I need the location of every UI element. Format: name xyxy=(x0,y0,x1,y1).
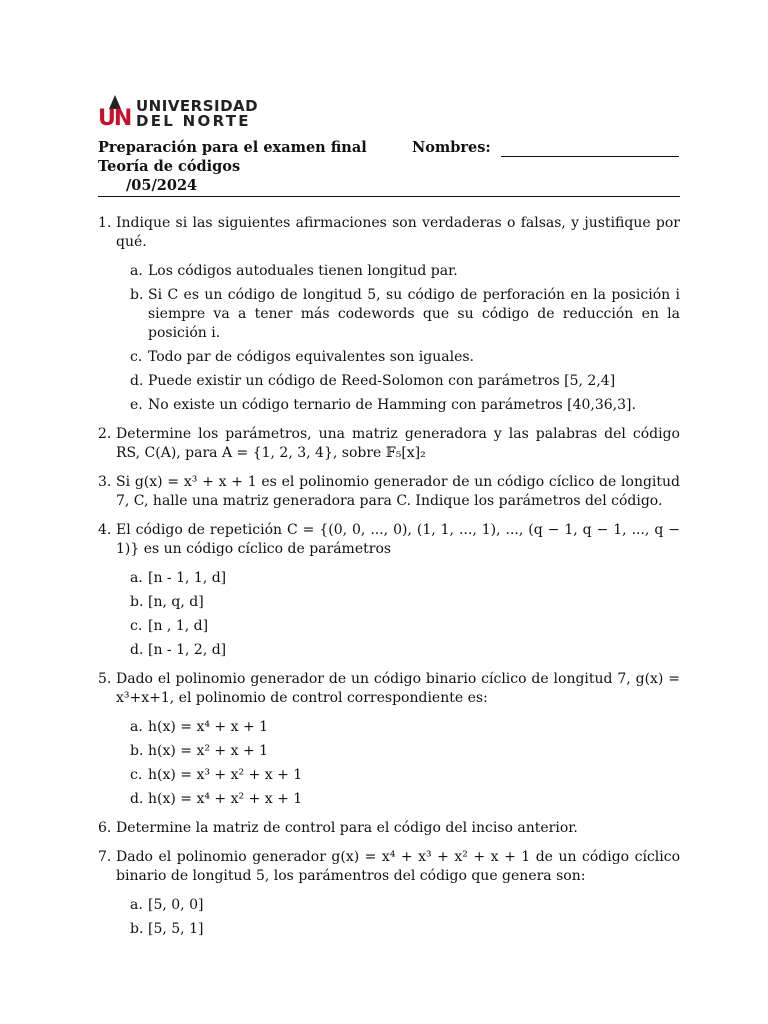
question-text: Si g(x) = x³ + x + 1 es el polinomio generador de un código cíclico de longitud 7, C, halle una matriz generadora para C. Indique los parámetros del código. xyxy=(116,474,680,509)
option-text: h(x) = x² + x + 1 xyxy=(148,743,269,759)
option-label: b. xyxy=(130,743,144,759)
option-item xyxy=(116,569,680,588)
option-list xyxy=(116,569,680,660)
names-field xyxy=(412,138,679,157)
question-number: 7. xyxy=(98,849,112,865)
question-item xyxy=(98,848,680,939)
option-text: [n - 1, 2, d] xyxy=(148,642,227,658)
exam-header xyxy=(98,138,680,196)
option-label: c. xyxy=(130,767,143,783)
option-item xyxy=(116,742,680,761)
option-text: [5, 5, 1] xyxy=(148,921,204,937)
question-number: 5. xyxy=(98,671,112,687)
names-blank-line[interactable] xyxy=(501,142,679,157)
option-item xyxy=(116,262,680,281)
option-item xyxy=(116,396,680,415)
question-number: 6. xyxy=(98,820,112,836)
question-text: Determine la matriz de control para el código del inciso anterior. xyxy=(116,820,578,836)
option-label: a. xyxy=(130,719,143,735)
question-number: 2. xyxy=(98,426,112,442)
option-text: h(x) = x³ + x² + x + 1 xyxy=(148,767,303,783)
logo-line2: DEL NORTE xyxy=(136,112,251,130)
option-item xyxy=(116,348,680,367)
option-label: b. xyxy=(130,287,144,303)
option-text: Puede existir un código de Reed-Solomon con parámetros [5, 2,4] xyxy=(148,373,616,389)
option-label: d. xyxy=(130,642,144,658)
question-item xyxy=(98,425,680,463)
option-item xyxy=(116,593,680,612)
option-item xyxy=(116,790,680,809)
option-label: a. xyxy=(130,570,143,586)
option-label: c. xyxy=(130,618,143,634)
option-list xyxy=(116,896,680,939)
option-label: a. xyxy=(130,897,143,913)
option-text: [n - 1, 1, d] xyxy=(148,570,227,586)
option-label: a. xyxy=(130,263,143,279)
option-item xyxy=(116,286,680,343)
option-text: Los códigos autoduales tienen longitud par. xyxy=(148,263,458,279)
exam-title: Preparación para el examen final xyxy=(98,139,367,156)
option-text: [n , 1, d] xyxy=(148,618,209,634)
question-text: El código de repetición C = {(0, 0, ..., 0), (1, 1, ..., 1), ..., (q − 1, q − 1, ..., q − 1)} es un código cíclico de parámetros xyxy=(116,522,680,557)
option-list xyxy=(116,262,680,415)
header-divider xyxy=(98,196,680,197)
university-logo xyxy=(98,94,680,134)
exam-subtitle: Teoría de códigos xyxy=(98,158,241,175)
question-text: Dado el polinomio generador de un código binario cíclico de longitud 7, g(x) = x³+x+1, el polinomio de control correspondiente es: xyxy=(116,671,680,706)
names-label: Nombres: xyxy=(412,139,491,156)
question-number: 4. xyxy=(98,522,112,538)
option-text: No existe un código ternario de Hamming con parámetros [40,36,3]. xyxy=(148,397,636,413)
option-label: c. xyxy=(130,349,143,365)
option-label: d. xyxy=(130,373,144,389)
question-number: 3. xyxy=(98,474,112,490)
option-item xyxy=(116,641,680,660)
question-list xyxy=(98,214,680,949)
option-text: h(x) = x⁴ + x² + x + 1 xyxy=(148,791,303,807)
question-item xyxy=(98,521,680,660)
option-item xyxy=(116,372,680,391)
option-text: [5, 0, 0] xyxy=(148,897,204,913)
option-item xyxy=(116,617,680,636)
option-text: h(x) = x⁴ + x + 1 xyxy=(148,719,269,735)
option-item xyxy=(116,920,680,939)
option-label: b. xyxy=(130,594,144,610)
option-text: Si C es un código de longitud 5, su código de perforación en la posición i siempre va a tener más codewords que su código de reducción en la posición i. xyxy=(148,287,680,341)
question-item xyxy=(98,473,680,511)
question-text: Dado el polinomio generador g(x) = x⁴ + x³ + x² + x + 1 de un código cíclico binario de longitud 5, los parámentros del código que genera son: xyxy=(116,849,680,884)
question-number: 1. xyxy=(98,215,112,231)
exam-page xyxy=(98,94,680,937)
question-item xyxy=(98,670,680,809)
option-label: b. xyxy=(130,921,144,937)
question-text: Indique si las siguientes afirmaciones son verdaderas o falsas, y justifique por qué. xyxy=(116,215,680,250)
option-item xyxy=(116,718,680,737)
option-item xyxy=(116,766,680,785)
option-text: Todo par de códigos equivalentes son iguales. xyxy=(148,349,475,365)
option-label: d. xyxy=(130,791,144,807)
option-list xyxy=(116,718,680,809)
question-item xyxy=(98,819,680,838)
logo-mark-icon: UN xyxy=(98,95,132,133)
option-item xyxy=(116,896,680,915)
question-item xyxy=(98,214,680,415)
option-label: e. xyxy=(130,397,143,413)
question-text: Determine los parámetros, una matriz generadora y las palabras del código RS, C(A), para A = {1, 2, 3, 4}, sobre 𝔽₅[x]₂ xyxy=(116,426,680,461)
logo-line1: UNIVERSIDAD xyxy=(136,97,259,115)
option-text: [n, q, d] xyxy=(148,594,204,610)
exam-date: /05/2024 xyxy=(126,177,198,194)
